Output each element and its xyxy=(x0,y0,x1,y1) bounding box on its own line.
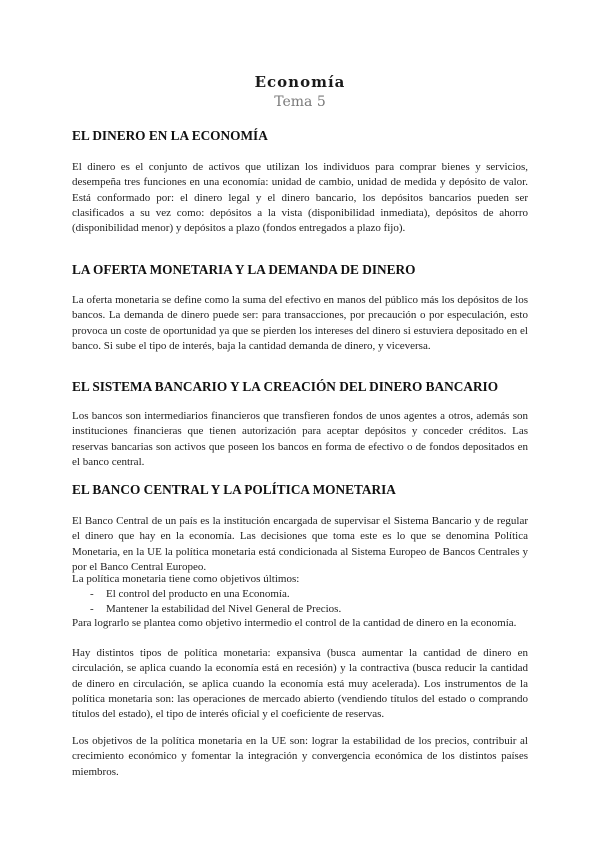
paragraph-sistema-bancario: Los bancos son intermediarios financieros que transfieren fondos de unos agentes a otros, además son instituciones financieras que tienen autorización para aceptar depósitos y conceder créditos. Las reservas bancarias son activos que poseen los bancos en forma de efectivo o de fondos depositados en el banco central. xyxy=(72,410,528,468)
section-heading-dinero: EL DINERO EN LA ECONOMÍA xyxy=(72,128,268,143)
list-item xyxy=(72,587,528,602)
paragraph-oferta: La oferta monetaria se define como la suma del efectivo en manos del público más los depósitos de los bancos. La demanda de dinero puede ser: para transacciones, por precaución o por especulación, esto provoca un coste de oportunidad ya que se pierden los intereses del dinero si estuviera depositado en el banco. Si sube el tipo de interés, baja la cantidad demanda de dinero, y viceversa. xyxy=(72,294,528,352)
dash-bullet: - xyxy=(90,603,94,616)
document-title: Economía xyxy=(254,73,346,91)
list-item-text: Mantener la estabilidad del Nivel General de Precios. xyxy=(106,603,342,616)
paragraph-dinero: El dinero es el conjunto de activos que utilizan los individuos para comprar bienes y servicios, desempeña tres funciones en una economía: unidad de cambio, unidad de medida y depósito de valor. Está conformado por: el dinero legal y el dinero bancario, los depósitos bancarios pueden ser clasificados a su vez como: depósitos a la vista (disponibilidad inmediata), depósitos de ahorro (disponibilidad menor) y depósitos a plazo (fondos entregados a plazo fijo). xyxy=(72,161,528,235)
dash-bullet: - xyxy=(90,588,94,600)
document-subtitle: Tema 5 xyxy=(274,94,326,110)
list-item-text: El control del producto en una Economía. xyxy=(106,588,290,600)
paragraph-objetivo-intermedio: Para lograrlo se plantea como objetivo intermedio el control de la cantidad de dinero en la economía. xyxy=(72,617,517,629)
paragraph-tipos-politica: Hay distintos tipos de política monetaria: expansiva (busca aumentar la cantidad de dinero en circulación, se aplica cuando la economía está en recesión) y la contractiva (busca reducir la cantidad de dinero en circulación, se aplica cuando la economía está muy acelerada). Los instrumentos de la política monetaria son: las operaciones de mercado abierto (vendiendo títulos del estado o comprando títulos del estado), el tipo de interés oficial y el coeficiente de reservas. xyxy=(72,647,528,721)
section-heading-banco-central: EL BANCO CENTRAL Y LA POLÍTICA MONETARIA xyxy=(72,482,396,497)
paragraph-banco-central: El Banco Central de un país es la institución encargada de supervisar el Sistema Bancario y de regular el dinero que hay en la economía. Las decisiones que toma este es lo que se denomina Política Monetaria, en la UE la política monetaria está condicionada al Sistema Europeo de Bancos Centrales y por el Banco Central Europeo. xyxy=(72,515,528,573)
section-heading-oferta: LA OFERTA MONETARIA Y LA DEMANDA DE DINERO xyxy=(72,262,416,277)
paragraph-objetivos-intro: La política monetaria tiene como objetivos últimos: xyxy=(72,573,300,585)
paragraph-objetivos-ue: Los objetivos de la política monetaria en la UE son: lograr la estabilidad de los precios, contribuir al crecimiento económico y fomentar la integración y convergencia económica de los distintos países miembros. xyxy=(72,735,528,778)
objetivos-list xyxy=(72,587,528,618)
section-heading-sistema-bancario: EL SISTEMA BANCARIO Y LA CREACIÓN DEL DINERO BANCARIO xyxy=(72,379,499,394)
